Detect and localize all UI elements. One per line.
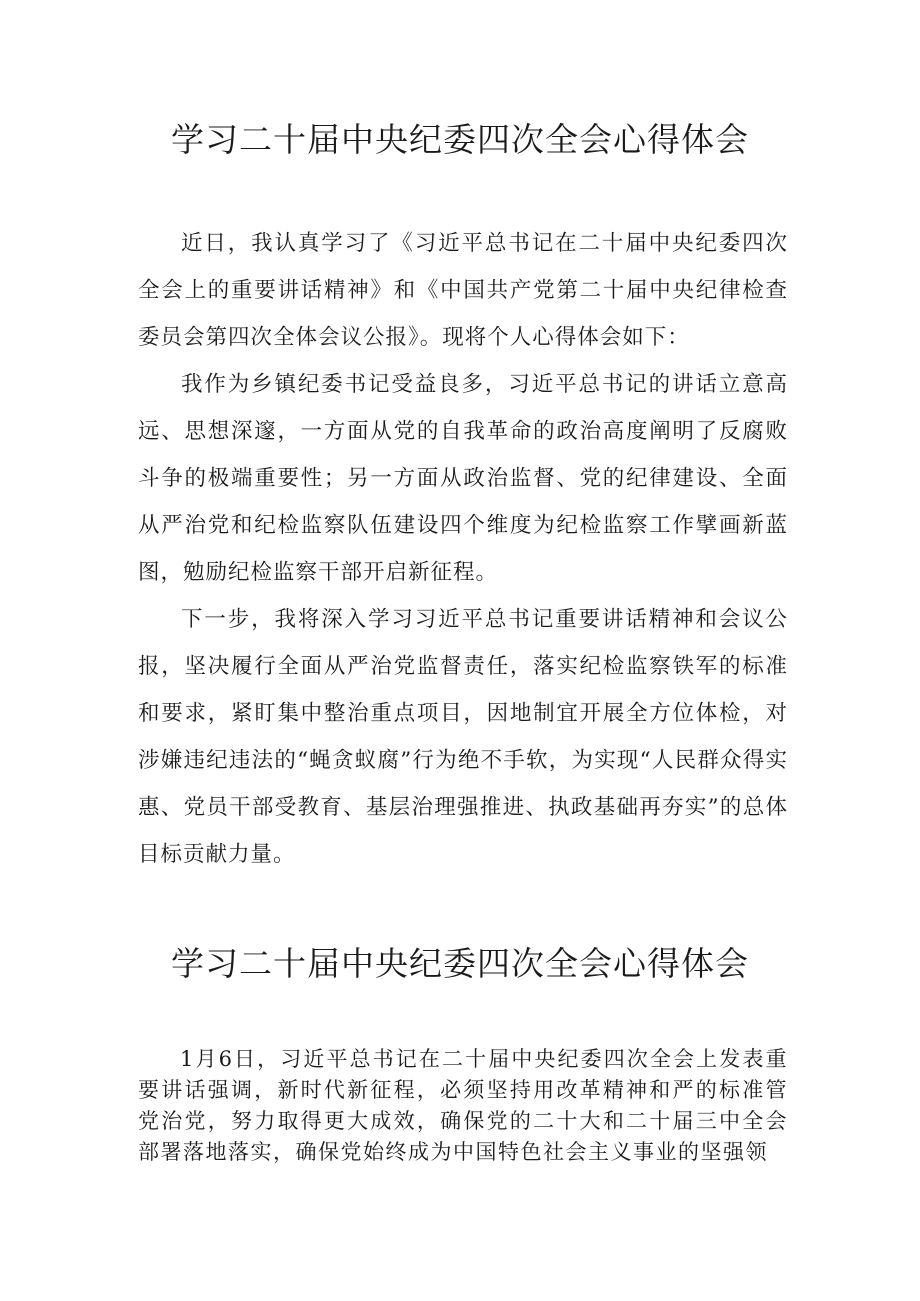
section-1-paragraph-2: 我作为乡镇纪委书记受益良多，习近平总书记的讲话立意高远、思想深邃，一方面从党的自我革命的政治高度阐明了反腐败斗争的极端重要性；另一方面从政治监督、党的纪律建设、全面从严治党和纪检监察队伍建设四个维度为纪检监察工作擘画新蓝图，勉励纪检监察干部开启新征程。	[138, 372, 788, 585]
section-1-title: 学习二十届中央纪委四次全会心得体会	[171, 120, 749, 159]
section-1-paragraph-1: 近日，我认真学习了《习近平总书记在二十届中央纪委四次全会上的重要讲话精神》和《中国共产党第二十届中央纪律检查委员会第四次全体会议公报》。现将个人心得体会如下：	[138, 231, 788, 350]
section-1-paragraph-3: 下一步，我将深入学习习近平总书记重要讲话精神和会议公报，坚决履行全面从严治党监督责任，落实纪检监察铁军的标准和要求，紧盯集中整治重点项目，因地制宜开展全方位体检，对涉嫌违纪违法的“蝇贪蚁腐”行为绝不手软，为实现“人民群众得实惠、党员干部受教育、基层治理强推进、执政基础再夯实”的总体目标贡献力量。	[138, 607, 788, 867]
section-2-title: 学习二十届中央纪委四次全会心得体会	[171, 944, 749, 983]
section-2-paragraph-1: 1月6日，习近平总书记在二十届中央纪委四次全会上发表重要讲话强调，新时代新征程，必须坚持用改革精神和严的标准管党治党，努力取得更大成效，确保党的二十大和二十届三中全会部署落地落实，确保党始终成为中国特色社会主义事业的坚强领	[138, 1047, 788, 1164]
